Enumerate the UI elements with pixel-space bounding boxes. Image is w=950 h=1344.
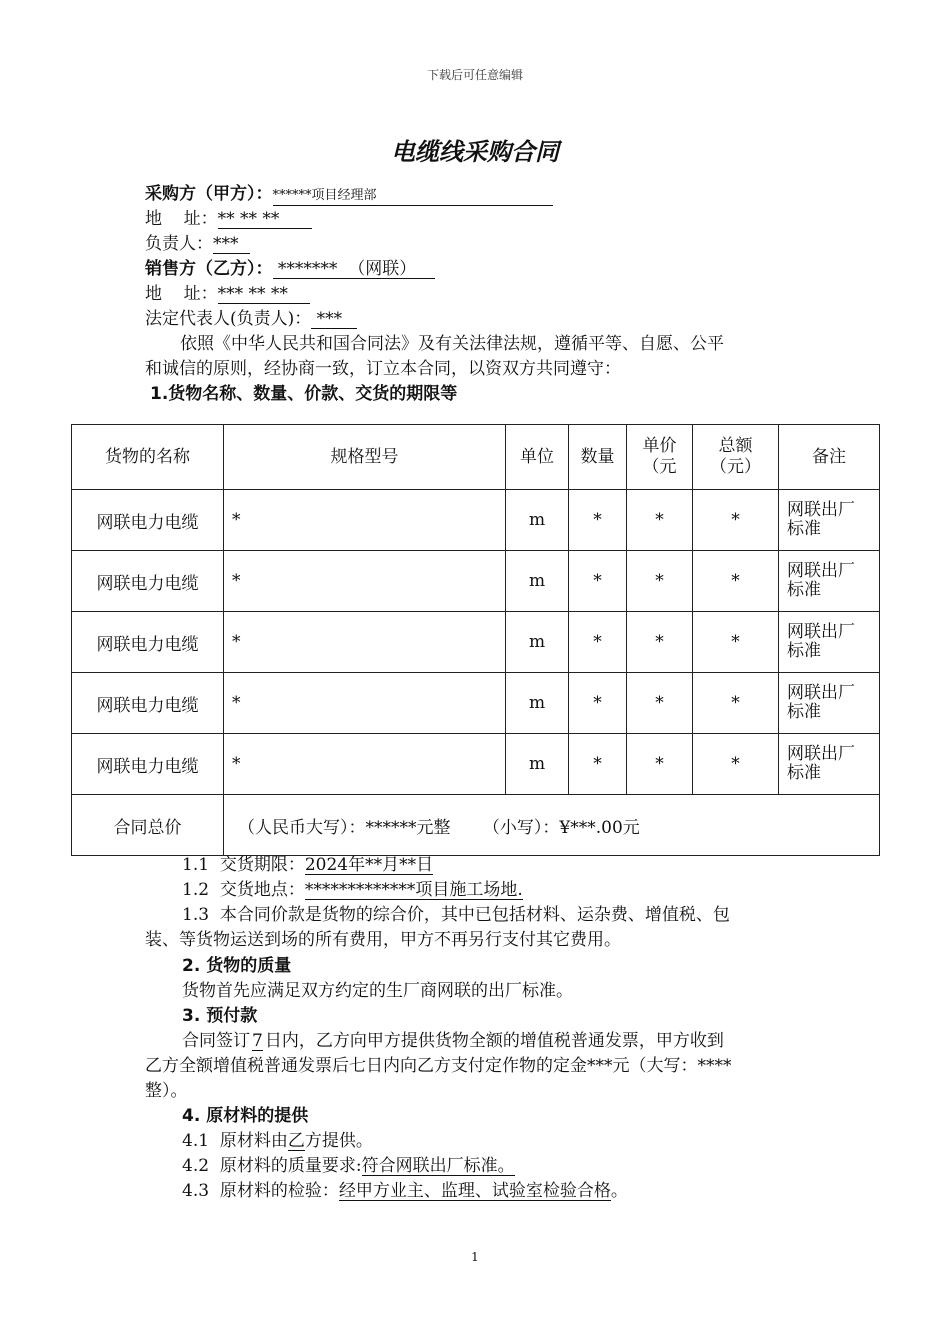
cell-amount: * — [693, 734, 779, 795]
header-amount — [693, 425, 779, 490]
header-price — [627, 425, 693, 490]
buyer-person-line — [145, 232, 250, 256]
remark-line2: 标准 — [787, 519, 821, 539]
section-3-line2: 乙方全额增值税普通发票后七日内向乙方支付定作物的定金***元（大写：**** — [145, 1056, 732, 1076]
intro-line-2: 和诚信的原则，经协商一致，订立本合同，以资双方共同遵守： — [145, 359, 621, 379]
cell-price: * — [627, 734, 693, 795]
intro-line-1: 依照《中华人民共和国合同法》及有关法律法规，遵循平等、自愿、公平 — [180, 334, 724, 354]
clause-1-2-value: *************项目施工场地. — [304, 880, 523, 900]
section-3-title: 3. 预付款 — [182, 1006, 258, 1026]
table-row — [72, 734, 880, 795]
cell-name: 网联电力电缆 — [72, 490, 224, 551]
table-row — [72, 673, 880, 734]
section-4-title: 4. 原材料的提供 — [182, 1106, 309, 1126]
table-header-row — [72, 425, 880, 490]
clause-4-3-value: 经甲方业主、监理、试验室检验合格 — [338, 1181, 611, 1201]
buyer-person-label: 负责人： — [145, 234, 213, 254]
cell-spec: * — [224, 551, 506, 612]
section-3-line3: 整）。 — [145, 1081, 188, 1101]
header-remark: 备注 — [779, 425, 880, 490]
cell-price: * — [627, 490, 693, 551]
section-2-title: 2. 货物的质量 — [182, 956, 292, 976]
section-3-line1 — [182, 1029, 724, 1053]
cell-amount: * — [693, 551, 779, 612]
cell-qty: * — [569, 612, 627, 673]
section-2-text: 货物首先应满足双方约定的生厂商网联的出厂标准。 — [182, 981, 573, 1001]
clause-4-1-a: 4.1 原材料由 — [182, 1131, 288, 1151]
seller-rep-value: *** — [311, 310, 357, 329]
clause-1-1-label: 1.1 交货期限： — [182, 855, 305, 875]
cell-price: * — [627, 551, 693, 612]
seller-rep-line — [145, 307, 357, 331]
seller-value: ******* （网联） — [273, 260, 435, 279]
total-value: （人民币大写）：******元整 （小写）：¥***.00元 — [224, 795, 880, 856]
cell-unit: m — [506, 673, 569, 734]
cell-amount: * — [693, 490, 779, 551]
cell-price: * — [627, 673, 693, 734]
clause-1-3-line2: 装、等货物运送到场的所有费用，甲方不再另行支付其它费用。 — [145, 930, 621, 950]
clause-1-1-value: 2024年**月**日 — [304, 855, 434, 875]
page-number: 1 — [471, 1250, 479, 1264]
cell-remark — [779, 490, 880, 551]
remark-line1: 网联出厂 — [787, 744, 855, 764]
header-price-line2: （元 — [642, 457, 677, 477]
section-1-title: 1.货物名称、数量、价款、交货的期限等 — [150, 384, 458, 404]
document-title: 电缆线采购合同 — [391, 138, 559, 166]
remark-line1: 网联出厂 — [787, 500, 855, 520]
clause-1-3-line1: 1.3 本合同价款是货物的综合价，其中已包括材料、运杂费、增值税、包 — [182, 905, 730, 925]
cell-name: 网联电力电缆 — [72, 551, 224, 612]
cell-spec: * — [224, 490, 506, 551]
buyer-label: 采购方（甲方）： — [145, 184, 273, 204]
cell-qty: * — [569, 490, 627, 551]
cell-spec: * — [224, 612, 506, 673]
clause-4-3-label: 4.3 原材料的检验： — [182, 1181, 339, 1201]
remark-line1: 网联出厂 — [787, 683, 855, 703]
seller-line — [145, 257, 435, 281]
cell-remark — [779, 673, 880, 734]
remark-line2: 标准 — [787, 702, 821, 722]
header-spec: 规格型号 — [224, 425, 506, 490]
table-row — [72, 490, 880, 551]
clause-4-3 — [182, 1179, 628, 1203]
cell-unit: m — [506, 551, 569, 612]
header-amount-line2: （元） — [710, 457, 761, 477]
remark-line2: 标准 — [787, 580, 821, 600]
cell-name: 网联电力电缆 — [72, 734, 224, 795]
buyer-person-value: *** — [213, 235, 250, 254]
table-row — [72, 551, 880, 612]
goods-table — [71, 424, 880, 856]
table-row — [72, 612, 880, 673]
buyer-address-line — [145, 207, 312, 231]
header-name: 货物的名称 — [72, 425, 224, 490]
cell-spec: * — [224, 734, 506, 795]
section-3-line1-a: 合同签订 — [182, 1031, 250, 1051]
clause-4-2 — [182, 1154, 515, 1178]
section-3-days: 7 — [252, 1031, 263, 1051]
cell-unit: m — [506, 734, 569, 795]
clause-4-2-value: 符合网联出厂标准。 — [361, 1156, 515, 1176]
cell-remark — [779, 734, 880, 795]
seller-address-label: 地 址： — [145, 284, 218, 304]
header-note: 下载后可任意编辑 — [426, 68, 523, 82]
clause-4-2-label: 4.2 原材料的质量要求: — [182, 1156, 362, 1176]
remark-line1: 网联出厂 — [787, 561, 855, 581]
buyer-address-value: ** ** ** — [218, 210, 312, 229]
cell-name: 网联电力电缆 — [72, 673, 224, 734]
header-unit: 单位 — [506, 425, 569, 490]
header-price-line1: 单价 — [642, 436, 677, 456]
seller-address-value: *** ** ** — [218, 285, 310, 304]
remark-line1: 网联出厂 — [787, 622, 855, 642]
buyer-address-label: 地 址： — [145, 209, 218, 229]
total-row — [72, 795, 880, 856]
cell-amount: * — [693, 612, 779, 673]
cell-qty: * — [569, 551, 627, 612]
seller-rep-label: 法定代表人(负责人)： — [145, 309, 312, 329]
cell-spec: * — [224, 673, 506, 734]
cell-remark — [779, 612, 880, 673]
remark-line2: 标准 — [787, 641, 821, 661]
cell-remark — [779, 551, 880, 612]
cell-unit: m — [506, 612, 569, 673]
buyer-value: ******项目经理部 — [273, 187, 553, 206]
clause-4-1-u: 乙 — [287, 1131, 305, 1151]
clause-4-3-end: 。 — [610, 1181, 628, 1201]
cell-qty: * — [569, 673, 627, 734]
cell-price: * — [627, 612, 693, 673]
clause-4-1 — [182, 1129, 373, 1153]
cell-qty: * — [569, 734, 627, 795]
remark-line2: 标准 — [787, 763, 821, 783]
clause-1-2 — [182, 878, 523, 902]
header-qty: 数量 — [569, 425, 627, 490]
cell-name: 网联电力电缆 — [72, 612, 224, 673]
seller-address-line — [145, 282, 310, 306]
seller-label: 销售方（乙方）： — [145, 259, 273, 279]
section-3-line1-b: 日内，乙方向甲方提供货物全额的增值税普通发票，甲方收到 — [264, 1031, 724, 1051]
cell-amount: * — [693, 673, 779, 734]
total-label: 合同总价 — [72, 795, 224, 856]
clause-4-1-b: 方提供。 — [304, 1131, 373, 1151]
clause-1-2-label: 1.2 交货地点： — [182, 880, 305, 900]
buyer-line — [145, 182, 553, 206]
clause-1-1 — [182, 853, 433, 877]
cell-unit: m — [506, 490, 569, 551]
header-amount-line1: 总额 — [718, 436, 753, 456]
